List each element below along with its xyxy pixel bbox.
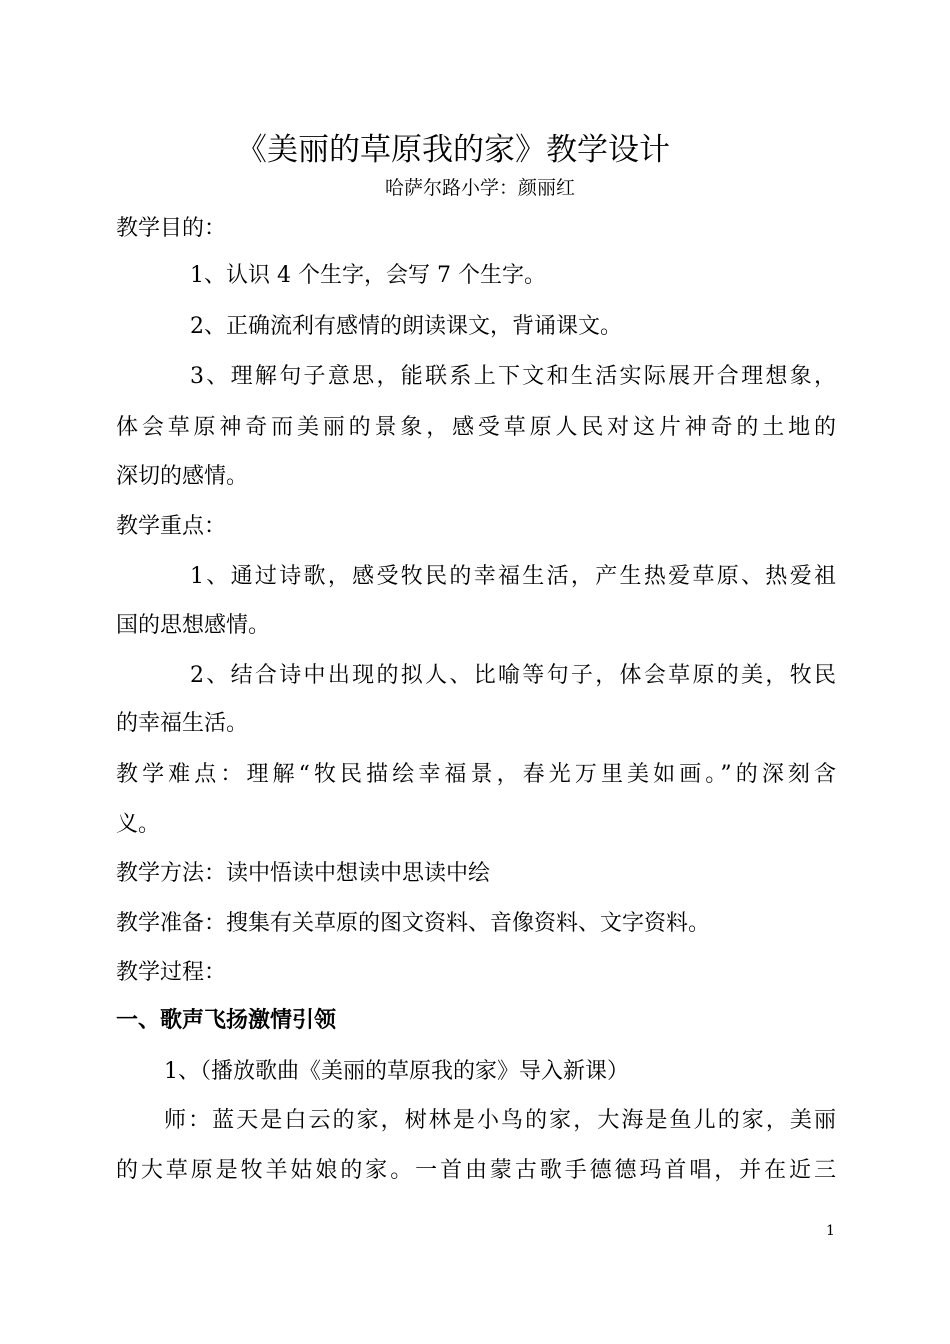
process-step-1: 1、（播放歌曲《美丽的草原我的家》导入新课） xyxy=(164,1059,629,1084)
difficulty-line-1: 教学难点：理解“牧民描绘幸福景，春光万里美如画。”的深刻含 xyxy=(116,762,836,787)
goal-item-3-line-2: 体会草原神奇而美丽的景象，感受草原人民对这片神奇的土地的 xyxy=(116,415,836,440)
key-point-2-line-2: 的幸福生活。 xyxy=(116,711,249,736)
heading-teaching-process: 教学过程： xyxy=(116,960,227,985)
heading-teaching-goals: 教学目的： xyxy=(116,216,227,241)
goal-item-1: 1、认识 4 个生字，会写 7 个生字。 xyxy=(190,263,546,288)
key-point-2-line-1: 2、结合诗中出现的拟人、比喻等句子，体会草原的美，牧民 xyxy=(190,663,836,688)
goal-item-3-line-3: 深切的感情。 xyxy=(116,464,249,489)
difficulty-line-2: 义。 xyxy=(116,812,161,837)
author-line: 哈萨尔路小学：颜丽红 xyxy=(385,177,576,199)
document-title: 《美丽的草原我的家》教学设计 xyxy=(236,132,670,168)
teaching-method: 教学方法：读中悟读中想读中思读中绘 xyxy=(116,861,491,886)
key-point-1-line-2: 国的思想感情。 xyxy=(116,613,271,638)
heading-key-points: 教学重点： xyxy=(116,514,227,539)
teacher-speech-line-1: 师：蓝天是白云的家，树林是小鸟的家，大海是鱼儿的家，美丽 xyxy=(164,1108,836,1133)
goal-item-3-line-1: 3、理解句子意思，能联系上下文和生活实际展开合理想象， xyxy=(190,364,836,389)
page-number: 1 xyxy=(826,1223,835,1239)
section-heading-1: 一、歌声飞扬激情引领 xyxy=(116,1008,337,1033)
goal-item-2: 2、正确流利有感情的朗读课文，背诵课文。 xyxy=(190,314,622,339)
teaching-preparation: 教学准备：搜集有关草原的图文资料、音像资料、文字资料。 xyxy=(116,911,711,936)
key-point-1-line-1: 1、通过诗歌，感受牧民的幸福生活，产生热爱草原、热爱祖 xyxy=(190,564,836,589)
teacher-speech-line-2: 的大草原是牧羊姑娘的家。一首由蒙古歌手德德玛首唱，并在近三 xyxy=(116,1158,836,1183)
